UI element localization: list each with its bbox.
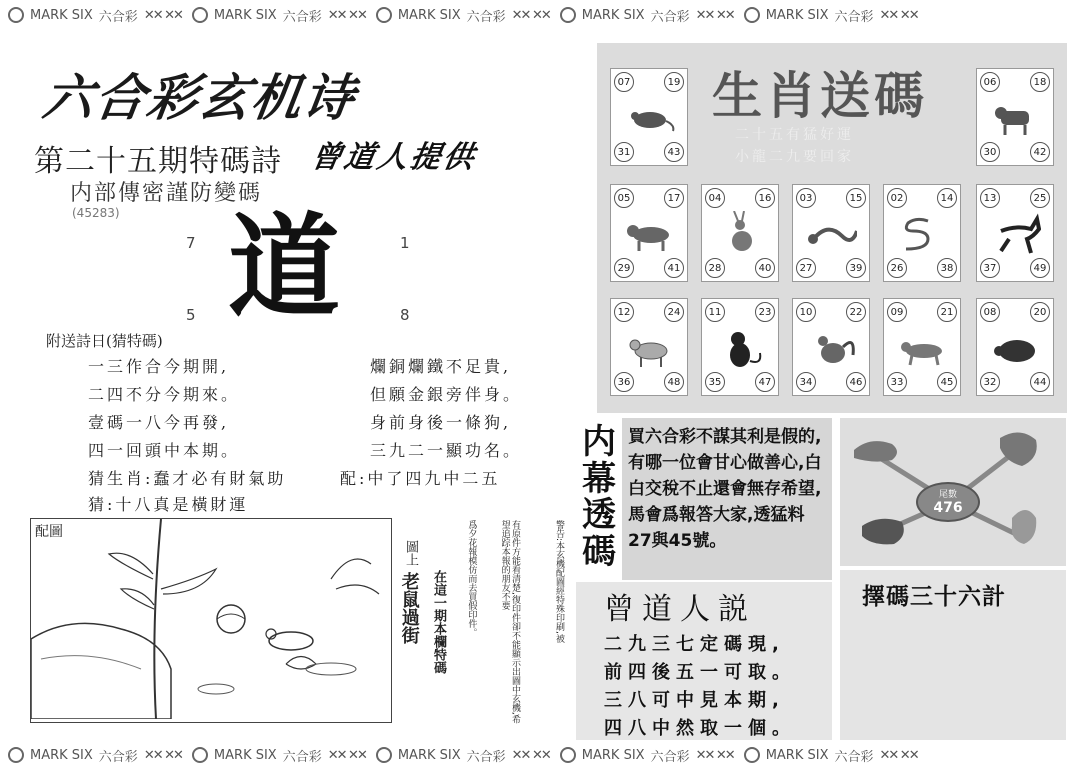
poem-right-line: 三九二一顯功名。 (370, 441, 523, 460)
zodiac-number: 37 (980, 258, 1000, 278)
inner-text: 買六合彩不謀其利是假的,有哪一位會甘心做善心,白白交稅不止還會無存希望,馬會爲報答大家,透猛料27與45號。 (628, 427, 822, 551)
tail-number-value: 476 (933, 500, 963, 516)
pig-icon (991, 325, 1041, 369)
saying-line: 二九三七定碼現, (604, 634, 785, 655)
zodiac-card (610, 68, 688, 166)
horse-icon (991, 211, 1041, 255)
saying-line: 三八可中見本期, (604, 690, 785, 711)
zodiac-card (976, 298, 1054, 396)
zodiac-number: 17 (664, 188, 684, 208)
cross-icon: ✕✕ ✕✕ (879, 747, 918, 763)
zodiac-number: 23 (755, 302, 775, 322)
dragon-icon (807, 211, 857, 255)
poem-right-line: 但願金銀旁伴身。 (370, 385, 523, 404)
saying-line: 四八中然取一個。 (604, 718, 796, 739)
zodiac-number: 11 (705, 302, 725, 322)
poem-left-line: 二四不分今期來。 (88, 385, 241, 404)
picture-label: 配圖 (35, 524, 63, 540)
provider-label: 曾道人提供 (308, 140, 480, 175)
zodiac-guess-line: 猜生肖:蠢才必有財氣助 (88, 469, 287, 488)
banner-text: MARK SIX (581, 7, 645, 23)
hint-side: 在這一期本欄特碼 (430, 570, 446, 674)
poem-right-line: 身前身後一條狗, (370, 413, 512, 432)
cross-icon: ✕✕ ✕✕ (879, 7, 918, 23)
corner-number-tr: 1 (400, 234, 410, 252)
banner-unit (192, 6, 366, 25)
zodiac-number: 38 (937, 258, 957, 278)
ox-icon (991, 95, 1041, 139)
corner-number-bl: 5 (186, 306, 196, 324)
zodiac-number: 07 (614, 72, 634, 92)
banner-text: 六合彩 (466, 9, 506, 25)
dog-icon (898, 325, 948, 369)
poem-left-line: 一三作合今期開, (88, 357, 230, 376)
cross-icon: ✕✕ ✕✕ (327, 747, 366, 763)
zodiac-card (976, 68, 1054, 166)
zodiac-card (976, 184, 1054, 282)
poem-left-line: 四一回頭中本期。 (88, 441, 241, 460)
corner-number-br: 8 (400, 306, 410, 324)
banner-text: 六合彩 (466, 749, 506, 765)
poem-right-line: 爛銅爛鐵不足貴, (370, 357, 512, 376)
zodiac-number: 24 (664, 302, 684, 322)
zodiac-number: 19 (664, 72, 684, 92)
featured-character: 道 (228, 203, 340, 333)
special-guess-line: 猜:十八真是橫財運 (88, 495, 249, 514)
cross-icon: ✕✕ ✕✕ (327, 7, 366, 23)
zodiac-number: 34 (796, 372, 816, 392)
banner-text: MARK SIX (397, 747, 461, 763)
subtitle: 内部傳密謹防變碼 (70, 181, 263, 206)
zodiac-number: 03 (796, 188, 816, 208)
pond-scene-illustration (31, 519, 389, 719)
banner-unit (744, 6, 918, 25)
zodiac-subtitle: 二十五有猛好運 (735, 127, 854, 143)
zodiac-number: 39 (846, 258, 866, 278)
banner-unit (8, 746, 182, 765)
zodiac-subtitle: 小龍二九要回家 (735, 149, 854, 165)
banner-unit (192, 746, 366, 765)
banner-text: MARK SIX (765, 7, 829, 23)
mark-six-logo-icon (560, 747, 576, 763)
zodiac-card (610, 184, 688, 282)
zodiac-card (792, 184, 870, 282)
mark-six-logo-icon (192, 747, 208, 763)
riddle-picture (30, 518, 392, 723)
banner-unit (744, 746, 918, 765)
issue-code: (45283) (72, 206, 120, 220)
banner-unit (8, 6, 182, 25)
cross-icon: ✕✕ ✕✕ (695, 7, 734, 23)
zodiac-title: 生肖送碼 (712, 67, 928, 125)
zodiac-card (792, 298, 870, 396)
zodiac-number: 33 (887, 372, 907, 392)
zodiac-number: 15 (846, 188, 866, 208)
banner-text: MARK SIX (581, 747, 645, 763)
banner-text: MARK SIX (213, 747, 277, 763)
banner-text: MARK SIX (397, 7, 461, 23)
inner-title-char: 幕 (582, 458, 616, 499)
zodiac-number: 44 (1030, 372, 1050, 392)
zodiac-number: 14 (937, 188, 957, 208)
zodiac-number: 43 (664, 142, 684, 162)
notice-text: 警告:本玄機配圖經特殊印刷,被 (554, 520, 564, 643)
zodiac-number: 47 (755, 372, 775, 392)
snake-icon (898, 211, 948, 255)
banner-unit (376, 746, 550, 765)
page-title: 六合彩玄机诗 (39, 69, 360, 127)
banner-text: MARK SIX (30, 7, 93, 23)
strategy-title: 擇碼三十六計 (862, 584, 1006, 610)
banner-unit (560, 746, 734, 765)
zodiac-number: 36 (614, 372, 634, 392)
top-banner (0, 4, 1080, 26)
banner-text: MARK SIX (765, 747, 829, 763)
zodiac-number: 46 (846, 372, 866, 392)
banner-text: 六合彩 (650, 9, 690, 25)
saying-line: 前四後五一可取。 (604, 662, 796, 683)
zodiac-number: 31 (614, 142, 634, 162)
zodiac-number: 30 (980, 142, 1000, 162)
zodiac-number: 08 (980, 302, 1000, 322)
zodiac-number: 25 (1030, 188, 1050, 208)
banner-text: 六合彩 (282, 9, 322, 25)
zodiac-number: 10 (796, 302, 816, 322)
monkey-icon (716, 325, 766, 369)
cross-icon: ✕✕ ✕✕ (143, 747, 182, 763)
notice-text: 爲夕花報模仿而去買假印件。 (466, 520, 477, 637)
poem-label: 附送詩日(猜特碼) (46, 332, 163, 350)
zodiac-number: 35 (705, 372, 725, 392)
banner-text: MARK SIX (30, 747, 93, 763)
zodiac-number: 06 (980, 72, 1000, 92)
zodiac-number: 12 (614, 302, 634, 322)
banner-unit (560, 6, 734, 25)
poem-left-line: 壹碼一八今再發, (88, 413, 230, 432)
zodiac-number: 04 (705, 188, 725, 208)
banner-text: 六合彩 (282, 749, 322, 765)
banner-text: 六合彩 (650, 749, 690, 765)
banner-text: 六合彩 (834, 9, 874, 25)
zodiac-number: 20 (1030, 302, 1050, 322)
zodiac-number: 27 (796, 258, 816, 278)
bottom-banner (0, 744, 1080, 766)
mark-six-logo-icon (8, 747, 24, 763)
mark-six-logo-icon (744, 7, 760, 23)
zodiac-number: 18 (1030, 72, 1050, 92)
mark-six-logo-icon (8, 7, 24, 23)
rabbit-icon (716, 211, 766, 255)
zodiac-number: 32 (980, 372, 1000, 392)
banner-text: 六合彩 (98, 9, 138, 25)
inner-title (576, 424, 622, 571)
hint-top: 圖上 (402, 540, 418, 566)
zodiac-number: 29 (614, 258, 634, 278)
zodiac-number: 02 (887, 188, 907, 208)
mark-six-logo-icon (192, 7, 208, 23)
inner-title-char: 碼 (582, 532, 616, 573)
zodiac-card (883, 298, 961, 396)
rooster-icon (807, 325, 857, 369)
issue-title: 第二十五期特碼詩 (34, 144, 282, 179)
mark-six-logo-icon (744, 747, 760, 763)
tiger-icon (625, 211, 675, 255)
zodiac-card (701, 184, 779, 282)
cross-icon: ✕✕ ✕✕ (511, 747, 550, 763)
pair-line: 配:中了四九中二五 (340, 469, 501, 488)
zodiac-number: 45 (937, 372, 957, 392)
cross-icon: ✕✕ ✕✕ (695, 747, 734, 763)
zodiac-number: 28 (705, 258, 725, 278)
zodiac-number: 21 (937, 302, 957, 322)
hint-answer: 老鼠過街 (398, 572, 420, 644)
tail-number-label: 尾數 (938, 490, 957, 500)
inner-title-char: 透 (582, 495, 616, 536)
zodiac-card (883, 184, 961, 282)
goat-icon (625, 325, 675, 369)
zodiac-number: 42 (1030, 142, 1050, 162)
zodiac-number: 22 (846, 302, 866, 322)
banner-text: 六合彩 (98, 749, 138, 765)
zodiac-number: 05 (614, 188, 634, 208)
inner-title-char: 内 (582, 422, 616, 462)
mark-six-logo-icon (560, 7, 576, 23)
notice-text: 有原件方能看清楚,復印件卻不能顯示出圖中玄機,希望追踪本報的朋友不要 (499, 520, 520, 724)
zodiac-number: 16 (755, 188, 775, 208)
zodiac-number: 13 (980, 188, 1000, 208)
cross-icon: ✕✕ ✕✕ (511, 7, 550, 23)
mark-six-logo-icon (376, 747, 392, 763)
zodiac-number: 26 (887, 258, 907, 278)
zodiac-number: 49 (1030, 258, 1050, 278)
rat-icon (625, 95, 675, 139)
zodiac-number: 48 (664, 372, 684, 392)
zodiac-number: 41 (664, 258, 684, 278)
banner-unit (376, 6, 550, 25)
zodiac-number: 09 (887, 302, 907, 322)
mark-six-logo-icon (376, 7, 392, 23)
corner-number-tl: 7 (186, 234, 196, 252)
banner-text: MARK SIX (213, 7, 277, 23)
tail-number-badge (916, 482, 980, 522)
zodiac-number: 40 (755, 258, 775, 278)
cross-icon: ✕✕ ✕✕ (143, 7, 182, 23)
banner-text: 六合彩 (834, 749, 874, 765)
zodiac-card (610, 298, 688, 396)
zodiac-card (701, 298, 779, 396)
sayings-title: 曾道人説 (604, 592, 756, 627)
